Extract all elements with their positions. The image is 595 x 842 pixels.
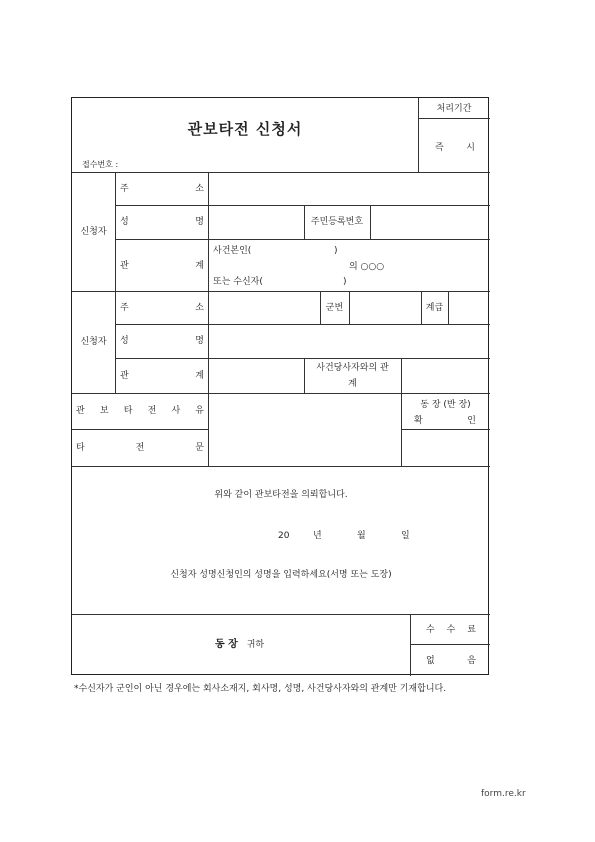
rule bbox=[115, 205, 490, 206]
label-char: 타 bbox=[76, 443, 85, 453]
label-char: 명 bbox=[195, 336, 204, 346]
reason-label bbox=[76, 405, 204, 417]
rule bbox=[349, 291, 350, 324]
label-char: 관 bbox=[76, 406, 85, 416]
name-label bbox=[120, 216, 204, 228]
label-char: 소 bbox=[195, 303, 204, 313]
dongjang-confirm-label-1: 동 장 (반 장) bbox=[420, 400, 471, 410]
label-char: 유 bbox=[195, 406, 204, 416]
date-month: 월 bbox=[357, 531, 366, 541]
form-title: 관보타전 신청서 bbox=[187, 120, 303, 138]
rank-label: 계급 bbox=[425, 303, 444, 313]
telegram-text-label bbox=[76, 442, 204, 454]
processing-value-right: 시 bbox=[466, 143, 475, 153]
rrn-label: 주민등록번호 bbox=[310, 217, 364, 227]
rule bbox=[115, 239, 490, 240]
relation-line-3-close: ) bbox=[343, 277, 347, 287]
rule bbox=[72, 291, 490, 292]
application-form bbox=[71, 97, 489, 675]
source-label: form.re.kr bbox=[481, 789, 526, 799]
rule bbox=[401, 429, 490, 430]
rule bbox=[72, 614, 490, 615]
label-char: 음 bbox=[467, 656, 476, 666]
applicant-group-label: 신청자 bbox=[80, 227, 107, 237]
rule bbox=[208, 172, 209, 466]
rule bbox=[72, 172, 490, 173]
receipt-number-label: 접수번호 : bbox=[82, 160, 119, 169]
label-char: 계 bbox=[195, 371, 204, 381]
request-statement: 위와 같이 관보타전을 의뢰합니다. bbox=[214, 490, 348, 500]
label-char: 주 bbox=[120, 303, 129, 313]
rule bbox=[115, 358, 490, 359]
date-year-prefix: 20 bbox=[278, 531, 290, 541]
addressee bbox=[215, 639, 264, 651]
label-char: 명 bbox=[195, 217, 204, 227]
rule bbox=[410, 614, 411, 676]
label-char: 성 bbox=[120, 217, 129, 227]
label-char: 없 bbox=[426, 656, 435, 666]
label-char: 사 bbox=[171, 406, 181, 416]
processing-period-label: 처리기간 bbox=[436, 104, 472, 114]
party-relation-label-1: 사건당사자와의 관 bbox=[316, 363, 389, 373]
label-char: 전 bbox=[147, 406, 157, 416]
addressee-suffix: 귀하 bbox=[246, 640, 265, 650]
date-year: 년 bbox=[313, 531, 322, 541]
addressee-name: 동 장 bbox=[215, 639, 238, 650]
relation-line-1-close: ) bbox=[334, 246, 338, 256]
label-char: 보 bbox=[99, 406, 109, 416]
relation-label bbox=[120, 370, 204, 382]
label-char: 수 bbox=[446, 625, 456, 635]
label-char: 주 bbox=[120, 184, 129, 194]
relation-text: 사건본인( bbox=[213, 246, 252, 256]
label-char: 수 bbox=[426, 625, 435, 635]
applicant-group-label: 신청자 bbox=[80, 337, 107, 347]
relation-label bbox=[120, 260, 204, 272]
label-char: 타 bbox=[123, 406, 133, 416]
processing-period-value bbox=[435, 142, 475, 154]
rule bbox=[401, 358, 402, 393]
dongjang-confirm-label-2 bbox=[414, 415, 476, 427]
relation-line-2: 의 ○○○ bbox=[349, 262, 385, 272]
label-char: 관 bbox=[120, 261, 129, 271]
label-char: 관 bbox=[120, 371, 129, 381]
applicant-signature: 신청자 성명신청인의 성명을 입력하세요(서명 또는 도장) bbox=[170, 570, 392, 580]
rule bbox=[72, 429, 208, 430]
label-char: 인 bbox=[467, 416, 476, 426]
service-number-label: 군번 bbox=[325, 303, 344, 313]
rule bbox=[115, 324, 490, 325]
rule bbox=[410, 644, 490, 645]
rule bbox=[370, 205, 371, 239]
label-char: 료 bbox=[467, 625, 476, 635]
date-day: 일 bbox=[401, 531, 410, 541]
rule bbox=[115, 172, 116, 393]
relation-line-3: 또는 수신자( bbox=[213, 277, 263, 287]
address-label bbox=[120, 302, 204, 314]
label-char: 성 bbox=[120, 336, 129, 346]
label-char: 확 bbox=[414, 416, 423, 426]
relation-line-1 bbox=[213, 245, 251, 257]
label-char: 전 bbox=[135, 443, 145, 453]
fee-label bbox=[426, 624, 476, 636]
rule bbox=[72, 466, 490, 467]
label-char: 문 bbox=[195, 443, 204, 453]
rule bbox=[448, 291, 449, 324]
processing-value-left: 즉 bbox=[435, 143, 444, 153]
rule bbox=[72, 393, 490, 394]
label-char: 소 bbox=[195, 184, 204, 194]
rule bbox=[418, 118, 490, 119]
name-label bbox=[120, 335, 204, 347]
address-label bbox=[120, 183, 204, 195]
footnote: *수신자가 군인이 아닌 경우에는 회사소재지, 회사명, 성명, 사건당사자와의 관계만 기재합니다. bbox=[74, 684, 447, 694]
fee-value bbox=[426, 655, 476, 667]
label-char: 계 bbox=[195, 261, 204, 271]
party-relation-label-2: 계 bbox=[348, 379, 357, 389]
